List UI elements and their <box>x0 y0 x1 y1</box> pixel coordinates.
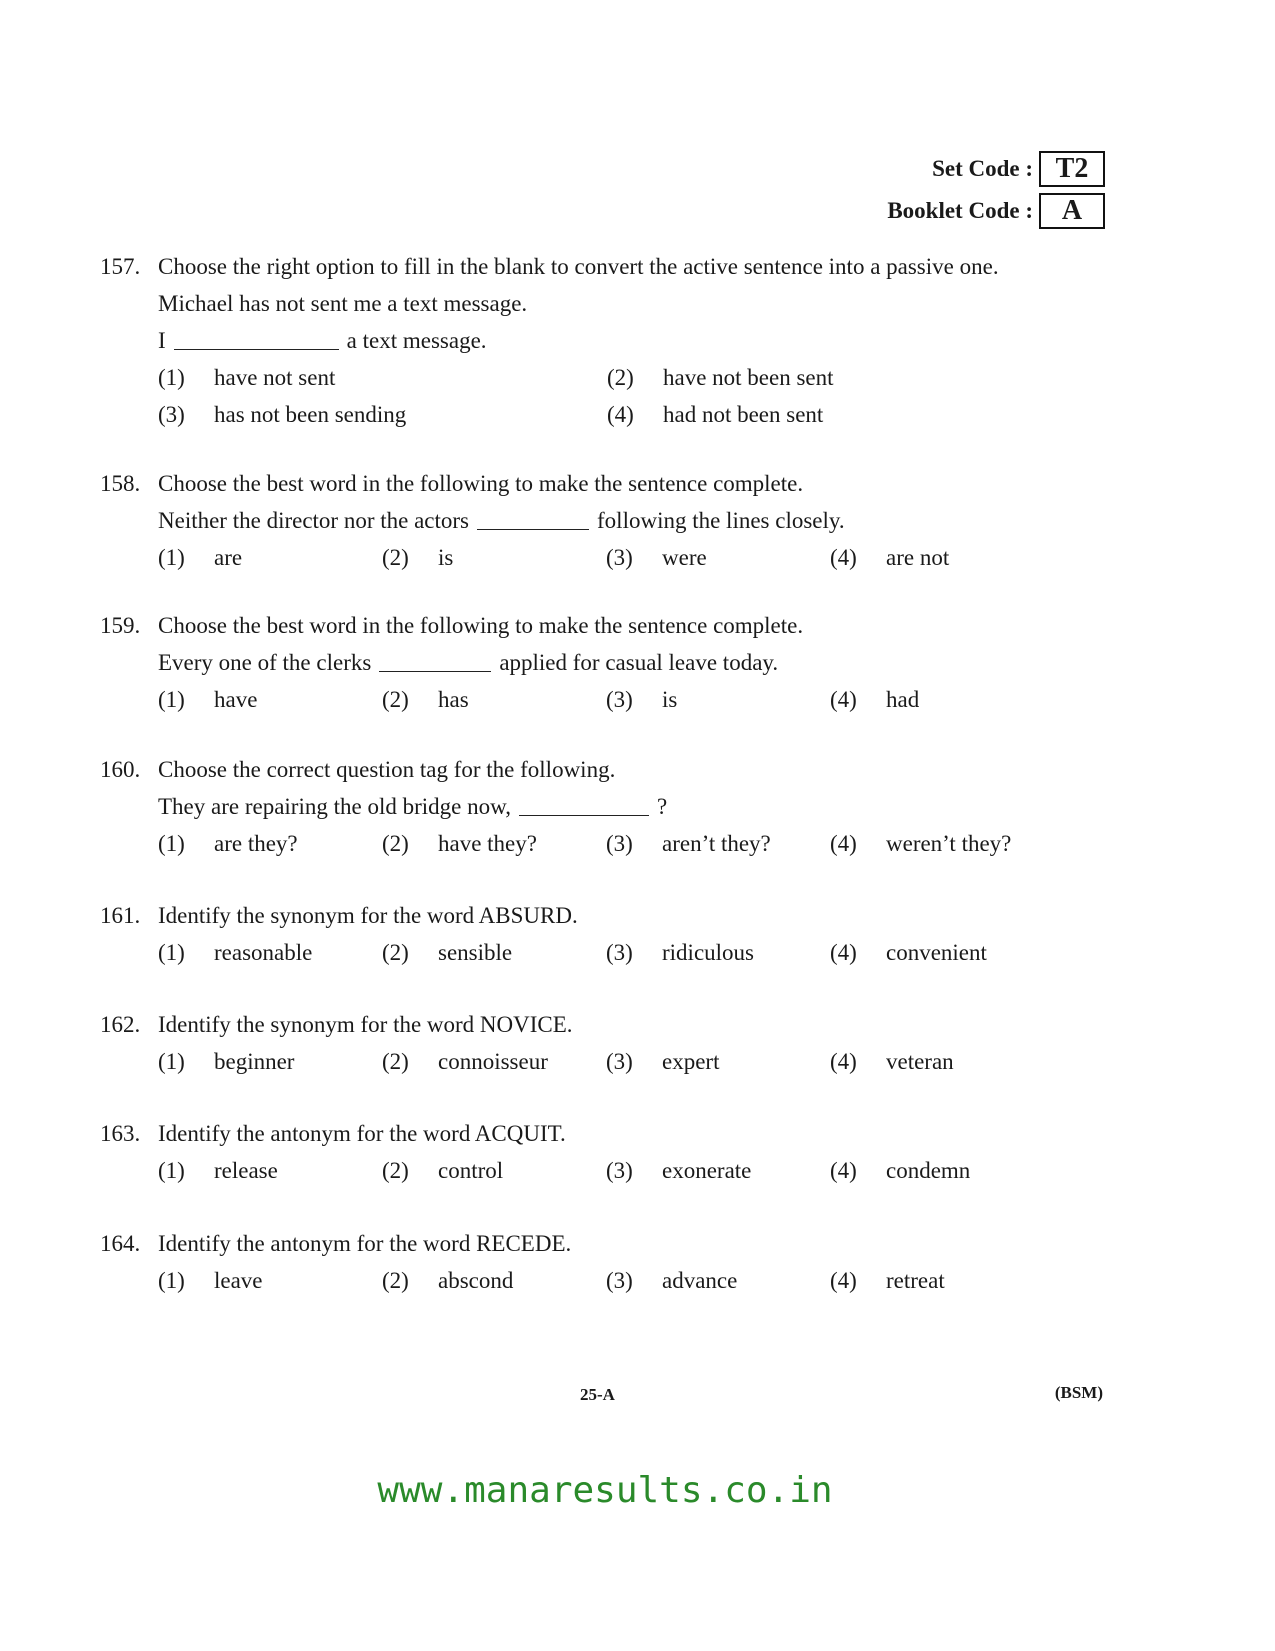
option-text: are not <box>886 544 950 570</box>
option-text: ridiculous <box>662 939 754 965</box>
page-number: 25-A <box>580 1385 615 1404</box>
option-2 <box>382 825 606 862</box>
option-1 <box>158 1262 382 1299</box>
question-160 <box>100 751 1140 862</box>
question-fill-line <box>100 322 1140 359</box>
option-2 <box>382 1262 606 1299</box>
option-number: (2) <box>382 1267 409 1293</box>
code-block <box>887 148 1105 232</box>
option-3 <box>606 1262 830 1299</box>
question-text: Choose the right option to fill in the blank to convert the active sentence into a passive one. <box>158 253 999 279</box>
set-code-label: Set Code : <box>932 156 1033 181</box>
option-number: (2) <box>382 830 409 856</box>
option-text: have not sent <box>214 364 336 390</box>
fill-after: a text message. <box>346 327 487 353</box>
option-4 <box>830 1152 1054 1189</box>
option-text: have they? <box>438 830 537 856</box>
options-list <box>100 359 1140 433</box>
option-number: (2) <box>382 939 409 965</box>
option-3 <box>606 539 830 576</box>
option-3 <box>606 1152 830 1189</box>
option-text: exonerate <box>662 1157 752 1183</box>
set-code-value: T2 <box>1039 151 1105 187</box>
option-text: weren’t they? <box>886 830 1012 856</box>
booklet-code-label: Booklet Code : <box>887 198 1033 223</box>
sentence-after: applied for casual leave today. <box>499 649 779 675</box>
option-text: retreat <box>886 1267 945 1293</box>
option-text: abscond <box>438 1267 514 1293</box>
question-number: 163. <box>100 1120 141 1146</box>
question-text: Identify the antonym for the word ACQUIT. <box>158 1120 566 1146</box>
booklet-code-value: A <box>1039 193 1105 229</box>
option-1 <box>158 539 382 576</box>
question-number: 164. <box>100 1230 141 1256</box>
option-text: had not been sent <box>663 401 824 427</box>
option-1 <box>158 359 607 396</box>
question-text: Choose the best word in the following to make the sentence complete. <box>158 612 804 638</box>
website-watermark: www.manaresults.co.in <box>377 1470 833 1511</box>
option-number: (1) <box>158 1267 185 1293</box>
option-text: is <box>662 686 678 712</box>
option-1 <box>158 681 382 718</box>
option-4 <box>830 681 1054 718</box>
option-text: aren’t they? <box>662 830 771 856</box>
answer-blank <box>379 653 491 672</box>
question-number: 160. <box>100 756 141 782</box>
option-2 <box>607 359 1056 396</box>
option-2 <box>382 681 606 718</box>
option-text: convenient <box>886 939 987 965</box>
option-number: (4) <box>830 830 857 856</box>
option-number: (1) <box>158 1048 185 1074</box>
question-sentence <box>100 502 1140 539</box>
question-number: 161. <box>100 902 141 928</box>
question-number: 157. <box>100 253 141 279</box>
option-text: release <box>214 1157 278 1183</box>
question-161 <box>100 897 1140 971</box>
option-number: (3) <box>158 401 185 427</box>
question-number: 158. <box>100 470 141 496</box>
option-text: connoisseur <box>438 1048 548 1074</box>
option-number: (4) <box>830 1048 857 1074</box>
option-number: (1) <box>158 544 185 570</box>
question-sentence: Michael has not sent me a text message. <box>158 290 528 316</box>
options-list <box>100 1043 1140 1080</box>
question-sentence <box>100 788 1140 825</box>
option-number: (3) <box>606 830 633 856</box>
answer-blank <box>174 331 339 350</box>
options-list <box>100 934 1140 971</box>
option-2 <box>382 1152 606 1189</box>
option-text: have <box>214 686 258 712</box>
option-4 <box>830 825 1054 862</box>
option-4 <box>830 1043 1054 1080</box>
options-list <box>100 681 1140 718</box>
option-number: (2) <box>382 686 409 712</box>
option-number: (3) <box>606 544 633 570</box>
option-number: (4) <box>830 939 857 965</box>
question-162 <box>100 1006 1140 1080</box>
option-3 <box>606 825 830 862</box>
option-3 <box>158 396 607 433</box>
question-163 <box>100 1115 1140 1189</box>
option-2 <box>382 934 606 971</box>
option-text: veteran <box>886 1048 954 1074</box>
question-text: Identify the synonym for the word ABSURD. <box>158 902 578 928</box>
option-number: (3) <box>606 1048 633 1074</box>
options-list <box>100 825 1140 862</box>
question-159 <box>100 607 1140 718</box>
option-number: (2) <box>382 1157 409 1183</box>
question-158 <box>100 465 1140 576</box>
sentence-before: Every one of the clerks <box>158 649 372 675</box>
option-3 <box>606 934 830 971</box>
option-1 <box>158 825 382 862</box>
option-1 <box>158 934 382 971</box>
option-2 <box>382 539 606 576</box>
option-number: (3) <box>606 1157 633 1183</box>
option-text: control <box>438 1157 504 1183</box>
paper-code: (BSM) <box>1054 1383 1103 1402</box>
question-sentence <box>100 644 1140 681</box>
option-number: (1) <box>158 939 185 965</box>
option-2 <box>382 1043 606 1080</box>
option-number: (3) <box>606 939 633 965</box>
option-text: sensible <box>438 939 513 965</box>
option-text: expert <box>662 1048 720 1074</box>
options-list <box>100 1262 1140 1299</box>
option-4 <box>607 396 1056 433</box>
option-number: (4) <box>607 401 634 427</box>
set-code-row <box>887 148 1105 190</box>
option-text: is <box>438 544 454 570</box>
option-text: have not been sent <box>663 364 834 390</box>
option-3 <box>606 1043 830 1080</box>
option-number: (1) <box>158 364 185 390</box>
answer-blank <box>477 511 589 530</box>
option-text: reasonable <box>214 939 313 965</box>
option-number: (4) <box>830 1267 857 1293</box>
option-number: (3) <box>606 686 633 712</box>
option-4 <box>830 934 1054 971</box>
question-157 <box>100 248 1140 433</box>
option-1 <box>158 1043 382 1080</box>
option-number: (1) <box>158 1157 185 1183</box>
option-text: advance <box>662 1267 738 1293</box>
question-number: 159. <box>100 612 141 638</box>
option-text: condemn <box>886 1157 971 1183</box>
option-number: (2) <box>607 364 634 390</box>
option-text: had <box>886 686 920 712</box>
question-164 <box>100 1225 1140 1299</box>
question-text: Choose the correct question tag for the following. <box>158 756 616 782</box>
option-number: (1) <box>158 830 185 856</box>
question-text: Identify the synonym for the word NOVICE. <box>158 1011 573 1037</box>
sentence-before: They are repairing the old bridge now, <box>158 793 511 819</box>
option-number: (2) <box>382 544 409 570</box>
question-text: Identify the antonym for the word RECEDE. <box>158 1230 572 1256</box>
option-text: has not been sending <box>214 401 407 427</box>
option-number: (1) <box>158 686 185 712</box>
question-text: Choose the best word in the following to make the sentence complete. <box>158 470 804 496</box>
option-text: has <box>438 686 469 712</box>
question-number: 162. <box>100 1011 141 1037</box>
option-text: were <box>662 544 707 570</box>
option-number: (4) <box>830 1157 857 1183</box>
option-number: (3) <box>606 1267 633 1293</box>
option-number: (4) <box>830 686 857 712</box>
sentence-after: ? <box>656 793 668 819</box>
answer-blank <box>519 797 649 816</box>
option-4 <box>830 539 1054 576</box>
option-4 <box>830 1262 1054 1299</box>
option-3 <box>606 681 830 718</box>
option-number: (2) <box>382 1048 409 1074</box>
options-list <box>100 539 1140 576</box>
booklet-code-row <box>887 190 1105 232</box>
options-list <box>100 1152 1140 1189</box>
option-text: leave <box>214 1267 263 1293</box>
option-text: are <box>214 544 243 570</box>
option-text: beginner <box>214 1048 295 1074</box>
fill-before: I <box>158 327 166 353</box>
sentence-before: Neither the director nor the actors <box>158 507 470 533</box>
option-1 <box>158 1152 382 1189</box>
option-text: are they? <box>214 830 298 856</box>
sentence-after: following the lines closely. <box>597 507 845 533</box>
option-number: (4) <box>830 544 857 570</box>
